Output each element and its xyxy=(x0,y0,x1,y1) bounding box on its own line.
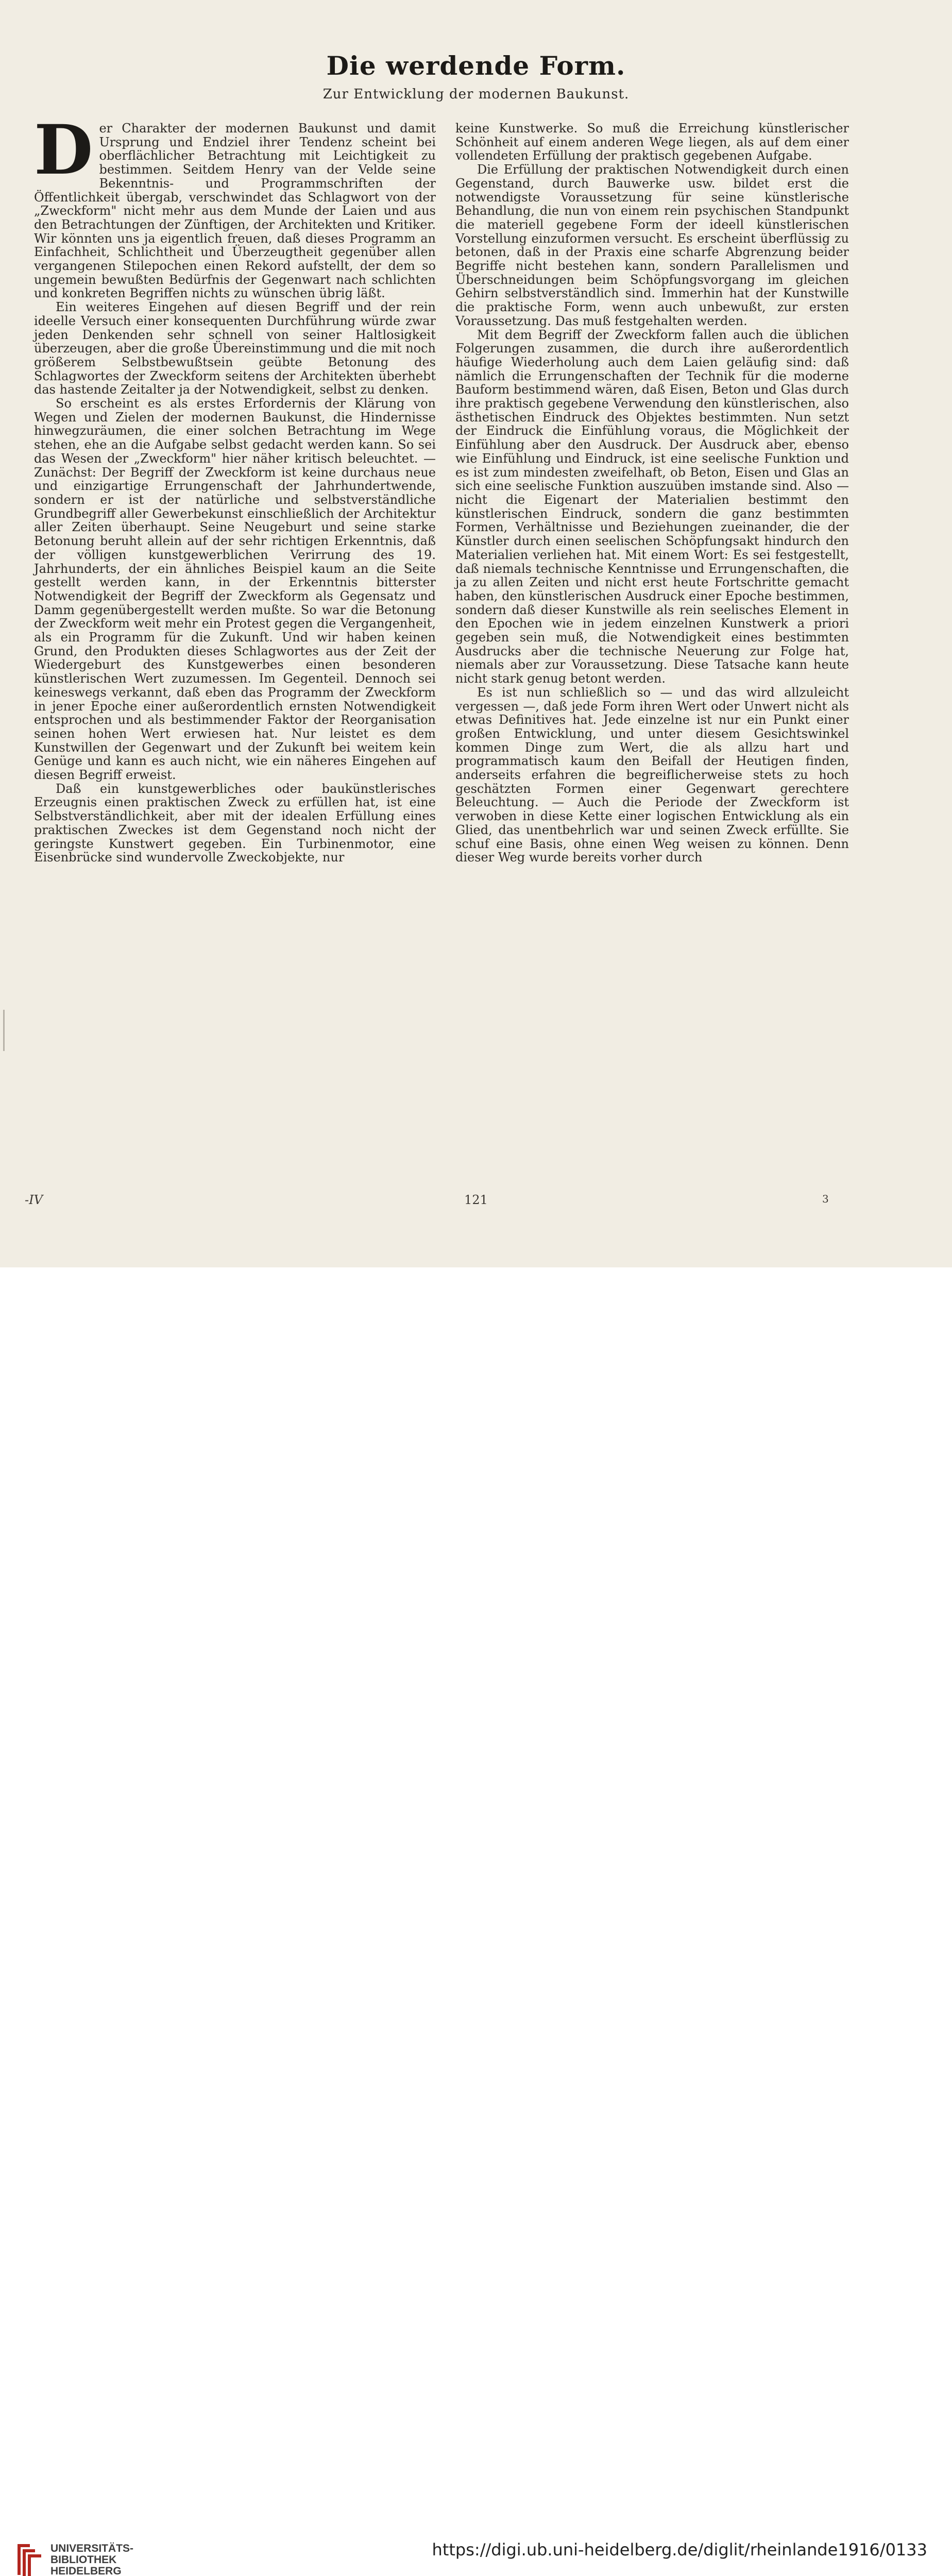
paragraph: Ein weiteres Eingehen auf diesen Begriff und der rein ideelle Versuch einer konsequenten Durchführung würde zwar jeden Denkenden sehr schnell von seiner Haltlosigkeit überzeugen, aber die große Übereinstimmung und die mit noch größerem Selbstbewußtsein geübte Betonung des Schlagwortes der Zweckform seitens der Architekten überhebt das hastende Zeitalter ja der Notwendigkeit, selbst zu denken. xyxy=(34,300,436,397)
source-url-link[interactable]: https://digi.ub.uni-heidelberg.de/diglit/rheinlande1916/0133 xyxy=(432,2540,927,2560)
page-number: 121 xyxy=(464,1193,488,1207)
footer-bar xyxy=(0,1267,952,2576)
sheet-number: 3 xyxy=(822,1193,829,1205)
right-column xyxy=(455,122,849,865)
library-logo-icon[interactable] xyxy=(14,2540,44,2576)
article-title: Die werdende Form. xyxy=(326,50,626,81)
paragraph: Die Erfüllung der praktischen Notwendigkeit durch einen Gegenstand, durch Bauwerke usw. bildet erst die notwendigste Voraussetzung für seine künstlerische Behandlung, die nun von einem rein psychischen Standpunkt die materiell gegebene Form der ideell künstlerischen Vorstellung einzuformen versucht. Es erscheint überflüssig zu betonen, daß in der Praxis eine scharfe Abgrenzung beider Begriffe nicht bestehen kann, sondern Parallelismen und Überschneidungen beim Schöpfungsvorgang im gleichen Gehirn selbstverständlich sind. Immerhin hat der Kunstwille die praktische Form, wenn auch unbewußt, zur ersten Voraussetzung. Das muß festgehalten werden. xyxy=(455,162,849,328)
paragraph: Es ist nun schließlich so — und das wird allzuleicht vergessen —, daß jede Form ihren Wert oder Unwert nicht als etwas Definitives hat. Jede einzelne ist nur ein Punkt einer großen Entwicklung, und unter diesem Gesichtswinkel kommen Dinge zum Wert, die als allzu hart und programmatisch kaum den Beifall der Heutigen finden, anderseits erfahren die begreiflicherweise stets zu hoch geschätzten Formen einer Gegenwart gerechtere Beleuchtung. — Auch die Periode der Zweckform ist verwoben in diese Kette einer logischen Entwicklung als ein Glied, das unentbehrlich war und seinen Zweck erfüllte. Sie schuf eine Basis, ohne einen Weg weisen zu können. Denn dieser Weg wurde bereits vorher durch xyxy=(455,685,849,865)
paragraph: Mit dem Begriff der Zweckform fallen auch die üblichen Folgerungen zusammen, die durch ihre außerordentlich häufige Wiederholung auch dem Laien geläufig sind: daß nämlich die Errungenschaften der Technik für die moderne Bauform bestimmend wären, daß Eisen, Beton und Glas durch ihre praktisch gegebene Verwendung den künstlerischen, also ästhetischen Eindruck des Objektes bestimmten. Nun setzt der Eindruck die Einfühlung voraus, die Möglichkeit der Einfühlung aber den Ausdruck. Der Ausdruck aber, ebenso wie Einfühlung und Eindruck, ist eine seelische Funktion und es ist zum mindesten zweifelhaft, ob Beton, Eisen und Glas an sich eine seelische Funktion auszuüben imstande sind. Also — nicht die Eigenart der Materialien bestimmt den künstlerischen Eindruck, sondern die ganz bestimmten Formen, Verhältnisse und Beziehungen zueinander, die der Künstler durch einen seelischen Schöpfungsakt hindurch den Materialien verliehen hat. Mit einem Wort: Es sei festgestellt, daß niemals technische Kenntnisse und Errungenschaften, die ja zu allen Zeiten und nicht erst heute Fortschritte gemacht haben, den künstlerischen Ausdruck einer Epoche bestimmen, sondern daß dieser Kunstwille als rein seelisches Element in den Epochen wie in jedem einzelnen Kunstwerk a priori gegeben sein muß, die Notwendigkeit eines bestimmten Ausdrucks aber die technische Neuerung zur Folge hat, niemals aber zur Voraussetzung. Diese Tatsache kann heute nicht stark genug betont werden. xyxy=(455,327,849,686)
signature-mark: -IV xyxy=(25,1193,43,1207)
article-subtitle: Zur Entwicklung der modernen Baukunst. xyxy=(322,87,630,102)
margin-mark xyxy=(3,1010,5,1051)
library-name[interactable]: UNIVERSITÄTS- BIBLIOTHEK HEIDELBERG xyxy=(50,2543,134,2576)
scanned-page xyxy=(0,0,952,1267)
paragraph: So erscheint es als erstes Erfordernis der Klärung von Wegen und Zielen der modernen Baukunst, die Hindernisse hinwegzuräumen, die einer solchen Betrachtung im Wege stehen, ehe an die Aufgabe selbst gedacht werden kann. So sei das Wesen der „Zweckform" hier näher kritisch beleuchtet. — Zunächst: Der Begriff der Zweckform ist keine durchaus neue und einzigartige Errungenschaft der Jahrhundertwende, sondern er ist der natürliche und selbstverständliche Grundbegriff aller Gewerbekunst einschließlich der Architektur aller Zeiten überhaupt. Seine Neugeburt und seine starke Betonung beruht allein auf der sehr richtigen Erkenntnis, daß der völligen kunstgewerblichen Verirrung des 19. Jahrhunderts, der ein ähnliches Beispiel kaum an die Seite gestellt werden kann, in der Erkenntnis bitterster Notwendigkeit der Begriff der Zweckform als Gegensatz und Damm gegenübergestellt werden mußte. So war die Betonung der Zweckform weit mehr ein Protest gegen die Vergangenheit, als ein Programm für die Zukunft. Und wir haben keinen Grund, den Produkten dieses Schlagwortes aus der Zeit der Wiedergeburt des Kunstgewerbes einen besonderen künstlerischen Wert zuzumessen. Im Gegenteil. Dennoch sei keineswegs verkannt, daß eben das Programm der Zweckform in jener Epoche einer außerordentlich ernsten Notwendigkeit entsprochen und als bestimmender Faktor der Reorganisation seinen hohen Wert erwiesen hat. Nur leistet es dem Kunstwillen der Gegenwart und der Zukunft bei weitem kein Genüge und kann es auch nicht, wie ein näheres Eingehen auf diesen Begriff erweist. xyxy=(34,396,436,783)
left-column xyxy=(34,110,436,865)
paragraph: keine Kunstwerke. So muß die Erreichung künstlerischer Schönheit auf einem anderen Wege liegen, als auf dem einer vollendeten Erfüllung der praktisch gegebenen Aufgabe. xyxy=(455,121,849,163)
paragraph: Der Charakter der modernen Baukunst und damit Ursprung und Endziel ihrer Tendenz scheint bei oberflächlicher Betrachtung mit Leichtigkeit zu bestimmen. Seitdem Henry van der Velde seine Bekenntnis- und Programmschriften der Öffentlichkeit übergab, verschwindet das Schlagwort von der „Zweckform" nicht mehr aus dem Munde der Laien und aus den Betrachtungen der Zünftigen, der Architekten und Kritiker. Wir könnten uns ja eigentlich freuen, daß dieses Programm an Einfachheit, Schlichtheit und Überzeugtheit gegenüber allen vergangenen Stilepochen einen Rekord aufstellt, der dem so ungemein bewußten Bedürfnis der Gegenwart nach schlichten und konkreten Begriffen nichts zu wünschen übrig läßt. xyxy=(34,110,436,301)
paragraph: Daß ein kunstgewerbliches oder baukünstlerisches Erzeugnis einen praktischen Zweck zu erfüllen hat, ist eine Selbstverständlichkeit, aber mit der idealen Erfüllung eines praktischen Zweckes ist dem Gegenstand noch nicht der geringste Kunstwert gegeben. Ein Turbinenmotor, eine Eisenbrücke sind wundervolle Zweckobjekte, nur xyxy=(34,781,436,865)
drop-cap: D xyxy=(34,110,93,190)
